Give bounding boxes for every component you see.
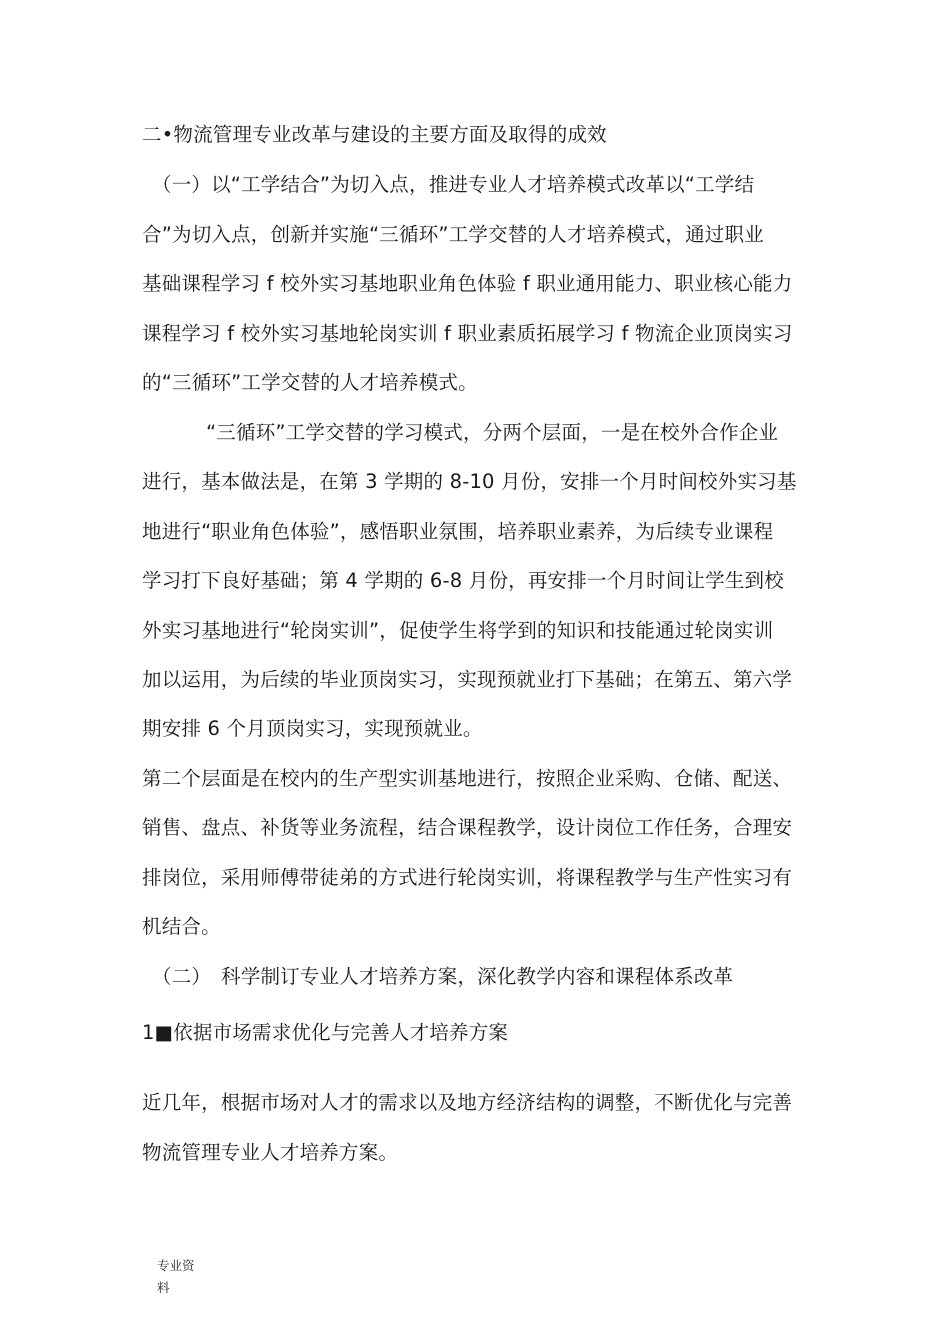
paragraph-line: 加以运用，为后续的毕业顶岗实习，实现预就业打下基础；在第五、第六学	[142, 668, 793, 691]
section-heading: （二） 科学制订专业人才培养方案，深化教学内容和课程体系改革	[152, 965, 734, 988]
paragraph-line: 排岗位，采用师傅带徒弟的方式进行轮岗实训，将课程教学与生产性实习有	[142, 866, 793, 889]
paragraph-line: 合”为切入点，创新并实施“三循环”工学交替的人才培养模式，通过职业	[142, 223, 764, 246]
paragraph-line: 物流管理专业人才培养方案。	[142, 1141, 399, 1164]
paragraph-line: 第二个层面是在校内的生产型实训基地进行，按照企业采购、仓储、配送、	[142, 767, 793, 790]
paragraph-line: 期安排 6 个月顶岗实习，实现预就业。	[142, 717, 483, 740]
footer-line: 料	[157, 1280, 170, 1295]
paragraph-line: 进行，基本做法是，在第 3 学期的 8-10 月份，安排一个月时间校外实习基	[142, 470, 797, 493]
paragraph-line: 课程学习 f 校外实习基地轮岗实训 f 职业素质拓展学习 f 物流企业顶岗实习	[142, 322, 793, 345]
paragraph-line: 近几年，根据市场对人才的需求以及地方经济结构的调整，不断优化与完善	[142, 1091, 793, 1114]
paragraph-line: 外实习基地进行“轮岗实训”，促使学生将学到的知识和技能通过轮岗实训	[142, 619, 774, 642]
paragraph-line: 销售、盘点、补货等业务流程，结合课程教学，设计岗位工作任务，合理安	[142, 816, 793, 839]
subsection-heading: 1■依据市场需求优化与完善人才培养方案	[142, 1021, 509, 1044]
paragraph-line: 机结合。	[142, 915, 221, 938]
paragraph-line: “三循环”工学交替的学习模式，分两个层面，一是在校外合作企业	[206, 421, 779, 444]
page-footer	[157, 1255, 217, 1299]
paragraph-line: 学习打下良好基础；第 4 学期的 6-8 月份，再安排一个月时间让学生到校	[142, 569, 784, 592]
footer-line: 专业资	[157, 1258, 195, 1273]
section-heading: 二•物流管理专业改革与建设的主要方面及取得的成效	[142, 123, 607, 146]
paragraph-line: 地进行“职业角色体验”，感悟职业氛围，培养职业素养，为后续专业课程	[142, 520, 774, 543]
paragraph-line: 的“三循环”工学交替的人才培养模式。	[142, 371, 478, 394]
paragraph-line: 基础课程学习 f 校外实习基地职业角色体验 f 职业通用能力、职业核心能力	[142, 272, 793, 295]
paragraph-line: （一）以“工学结合”为切入点，推进专业人才培养模式改革以“工学结	[152, 173, 755, 196]
